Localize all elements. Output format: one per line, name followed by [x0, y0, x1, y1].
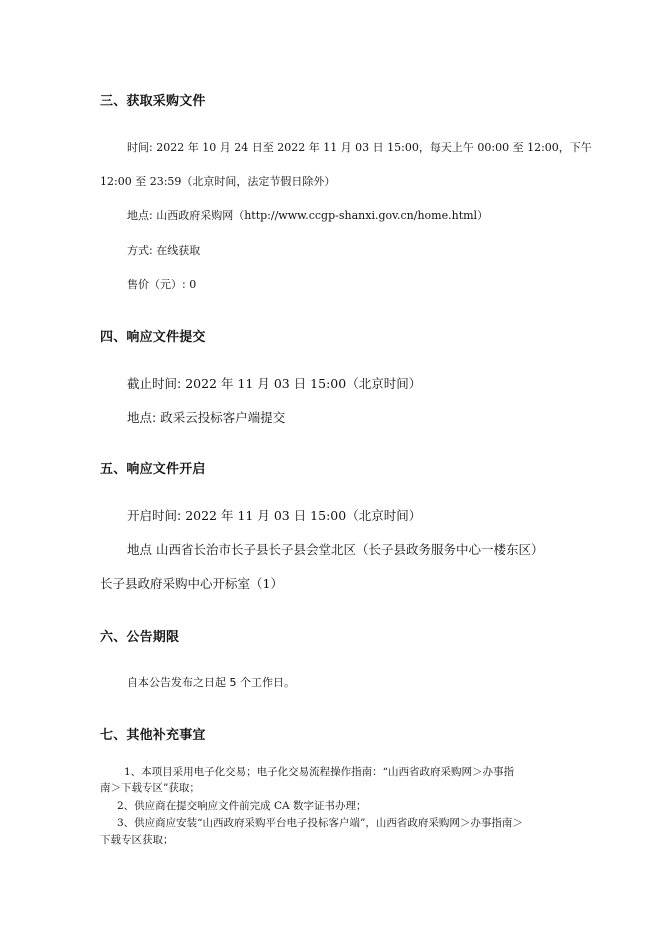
other-item-1-line-2: 南＞下载专区”获取；	[100, 782, 200, 794]
obtain-time-end: 2022 年 11 月 03 日 15:00	[277, 141, 419, 154]
open-place-value-1: 山西省长治市长子县长子县会堂北区（长子县政务服务中心一楼东区）	[156, 542, 544, 557]
section-heading-other-matters: 七、其他补充事宜	[100, 728, 206, 743]
open-time-label: 开启时间:	[127, 508, 182, 523]
open-time-suffix: （北京时间）	[346, 508, 422, 523]
submit-deadline-line	[127, 376, 421, 392]
other-item-1-line-1: 1、本项目采用电子化交易；电子化交易流程操作指南：“山西省政府采购网＞办事指	[124, 766, 515, 778]
open-place-line-2: 长子县政府采购中心开标室（1）	[100, 576, 283, 591]
submit-place-label: 地点:	[127, 410, 157, 425]
open-time-line	[127, 508, 421, 524]
obtain-place-label: 地点:	[127, 209, 153, 222]
obtain-method-value: 在线获取	[156, 244, 201, 257]
obtain-method-line	[127, 244, 200, 258]
obtain-method-label: 方式:	[127, 244, 153, 257]
open-place-label: 地点	[127, 542, 153, 557]
obtain-time-to: 至	[262, 141, 274, 154]
obtain-time-start: 2022 年 10 月 24 日	[156, 141, 263, 154]
obtain-place-value: 山西政府采购网（http://www.ccgp-shanxi.gov.cn/home.html）	[156, 209, 489, 222]
obtain-price-value: 0	[189, 278, 197, 291]
obtain-price-label: 售价（元）:	[127, 278, 186, 291]
section-heading-open-response: 五、响应文件开启	[100, 462, 206, 477]
submit-deadline-label: 截止时间:	[127, 376, 182, 391]
obtain-time-note: （北京时间，法定节假日除外）	[181, 175, 336, 188]
obtain-time-morning-label: ，每天上午	[418, 141, 474, 154]
obtain-place-line	[127, 209, 488, 223]
section-heading-notice-period: 六、公告期限	[100, 630, 180, 645]
other-item-2: 2、供应商在提交响应文件前完成 CA 数字证书办理；	[117, 800, 367, 812]
other-item-3-line-2: 下载专区获取；	[100, 834, 174, 846]
obtain-time-morning-range: 00:00 至 12:00	[477, 141, 559, 154]
submit-deadline-value: 2022 年 11 月 03 日 15:00	[185, 376, 347, 391]
submit-deadline-suffix: （北京时间）	[346, 376, 422, 391]
obtain-time-afternoon-range: 12:00 至 23:59	[100, 175, 182, 188]
obtain-price-line	[127, 278, 196, 292]
submit-place-line	[127, 410, 285, 426]
submit-place-value: 政采云投标客户端提交	[160, 410, 286, 425]
open-place-line-1	[127, 542, 544, 558]
open-time-value: 2022 年 11 月 03 日 15:00	[185, 508, 347, 523]
obtain-time-line-2	[100, 175, 335, 189]
section-heading-obtain-documents: 三、获取采购文件	[100, 94, 206, 109]
obtain-time-label: 时间:	[127, 141, 153, 154]
other-item-3-line-1: 3、供应商应安装“山西政府采购平台电子投标客户端”，山西省政府采购网＞办事指南＞	[117, 817, 523, 829]
notice-period-text: 自本公告发布之日起 5 个工作日。	[127, 676, 295, 689]
obtain-time-line-1	[127, 141, 592, 155]
obtain-time-afternoon-label: ，下午	[558, 141, 592, 154]
section-heading-submit-response: 四、响应文件提交	[100, 330, 206, 345]
